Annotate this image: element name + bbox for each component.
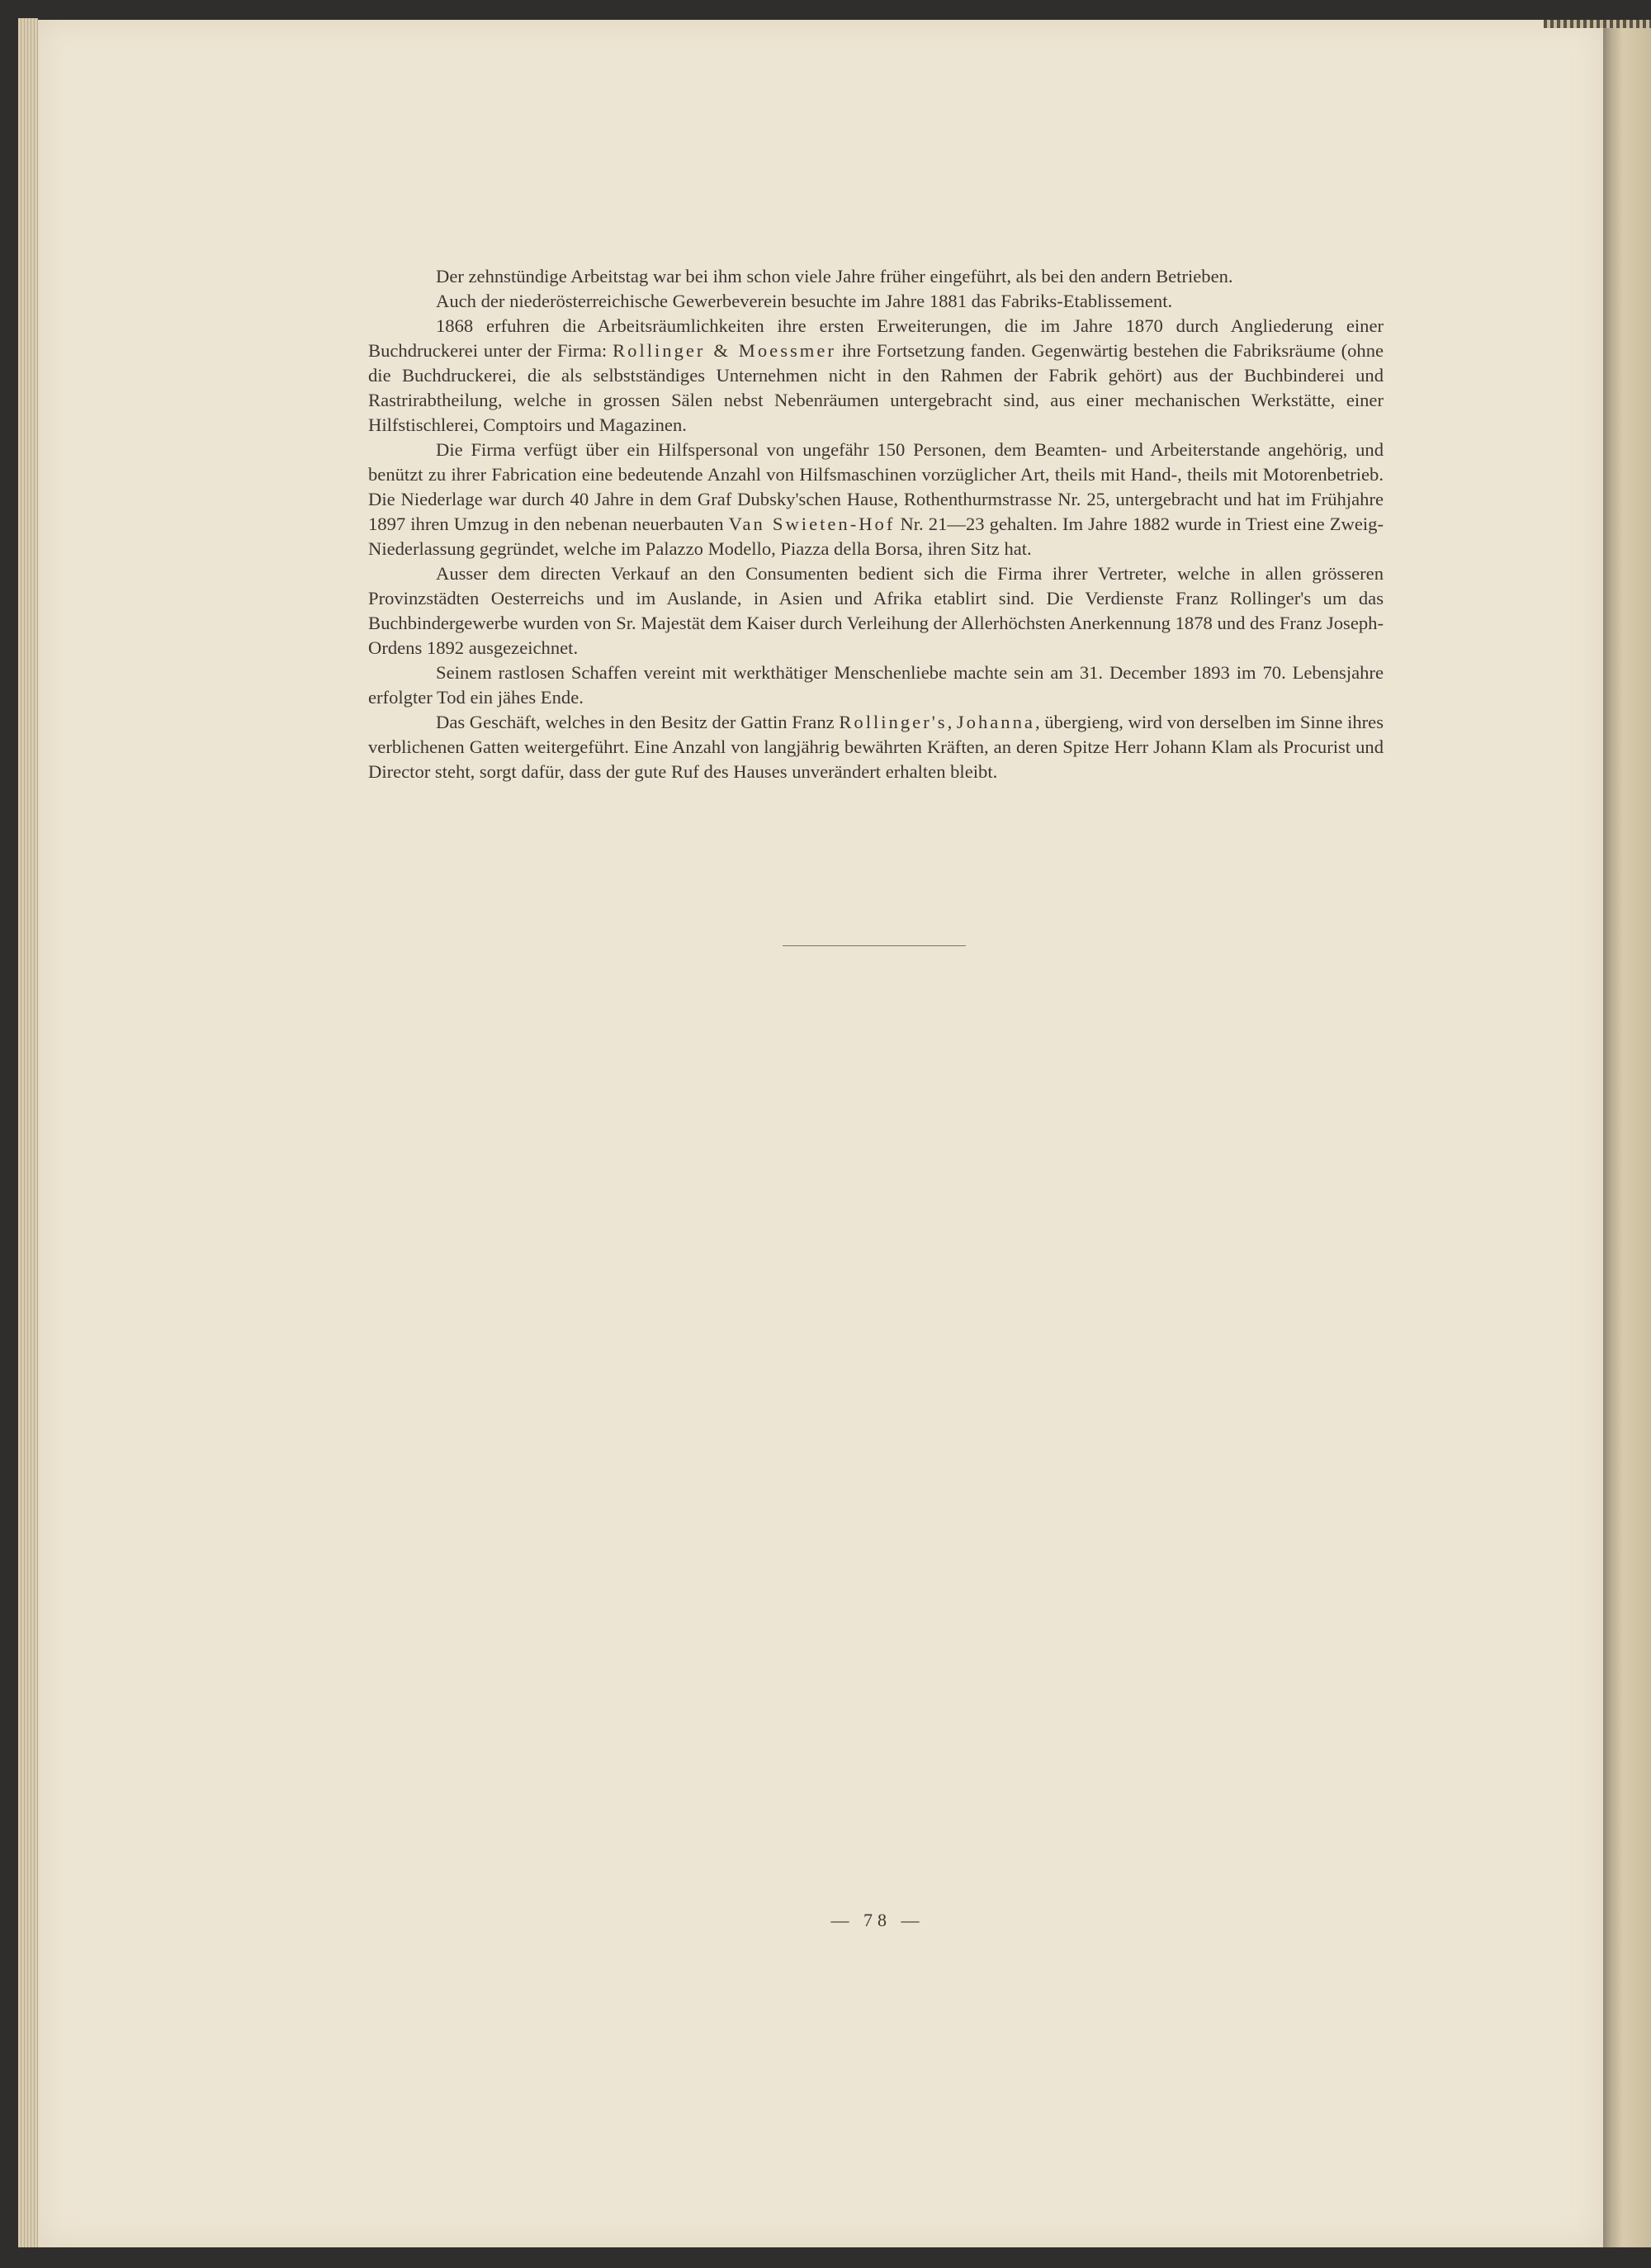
page-number: — 78 — xyxy=(830,1910,925,1930)
section-divider-rule xyxy=(783,945,966,946)
text-run: Auch der niederösterreichische Gewerbeverein besuchte im Jahre 1881 das Fabriks-Etablissement. xyxy=(436,291,1173,311)
spaced-name: Johanna xyxy=(956,712,1035,732)
paragraph xyxy=(368,289,1384,314)
text-run: ihre Fortsetzung fanden. Gegenwärtig bestehen die Fabriksräume (ohne die Buchdruckerei, die als selbstständiges Unternehmen nicht in den Rahmen der Fabrik gehört) aus der Buchbinderei und Rastrirabtheilung, welche in grossen Sälen nebst Nebenräumen untergebracht sind, aus einer mechanischen Werkstätte, einer Hilfstischlerei, Comptoirs und Magazinen. xyxy=(368,340,1384,435)
text-run: , xyxy=(947,712,957,732)
text-run: Ausser dem directen Verkauf an den Consumenten bedient sich die Firma ihrer Vertreter, welche in allen grösseren Provinzstädten Oesterreichs und im Auslande, in Asien und Afrika etablirt sind. Die Verdienste Franz Rollinger's um das Buchbindergewerbe wurden von Sr. Majestät dem Kaiser durch Verleihung der Allerhöchsten Anerkennung 1878 und des Franz Joseph-Ordens 1892 ausgezeichnet. xyxy=(368,563,1384,658)
text-run: Die Firma verfügt über ein Hilfspersonal von ungefähr 150 Personen, dem Beamten- und Arbeiterstande angehörig, und benützt zu ihrer Fabrication eine bedeutende Anzahl von Hilfsmaschinen vorzüglicher Art, theils mit Hand-, theils mit Motorenbetrieb. Die Niederlage war durch 40 Jahre in dem Graf Dubsky'schen Hause, Rothenthurmstrasse Nr. 25, untergebracht und hat im Frühjahre 1897 ihren Umzug in den nebenan neuerbauten xyxy=(368,439,1384,534)
paragraph xyxy=(368,710,1384,784)
spaced-name: Van Swieten-Hof xyxy=(728,514,896,534)
body-text xyxy=(368,264,1384,784)
paragraph xyxy=(368,661,1384,710)
text-run: , übergieng, wird von derselben im Sinne ihres verblichenen Gatten weitergeführt. Eine Anzahl von langjährig bewährten Kräften, an deren Spitze Herr Johann Klam als Procurist und Director steht, sorgt dafür, dass der gute Ruf des Hauses unverändert erhalten bleibt. xyxy=(368,712,1384,782)
paragraph xyxy=(368,438,1384,561)
text-run: Nr. 21—23 gehalten. Im Jahre 1882 wurde in Triest eine Zweig-Niederlassung gegründet, welche im Palazzo Modello, Piazza della Borsa, ihren Sitz hat. xyxy=(368,514,1384,559)
spaced-name: Rollinger's xyxy=(839,712,948,732)
paragraph xyxy=(368,264,1384,289)
text-run: Seinem rastlosen Schaffen vereint mit werkthätiger Menschenliebe machte sein am 31. December 1893 im 70. Lebensjahre erfolgter Tod ein jähes Ende. xyxy=(368,662,1384,708)
book-spine-stripes xyxy=(1544,20,1651,28)
text-run: 1868 erfuhren die Arbeitsräumlichkeiten ihre ersten Erweiterungen, die im Jahre 1870 durch Angliederung einer Buchdruckerei unter der Firma: xyxy=(368,315,1384,361)
paragraph xyxy=(368,314,1384,438)
spaced-name: Rollinger & Moessmer xyxy=(613,340,836,361)
text-run: Der zehnstündige Arbeitstag war bei ihm schon viele Jahre früher eingeführt, als bei den andern Betrieben. xyxy=(436,266,1233,286)
paragraph xyxy=(368,561,1384,661)
text-run: Das Geschäft, welches in den Besitz der Gattin Franz xyxy=(436,712,840,732)
